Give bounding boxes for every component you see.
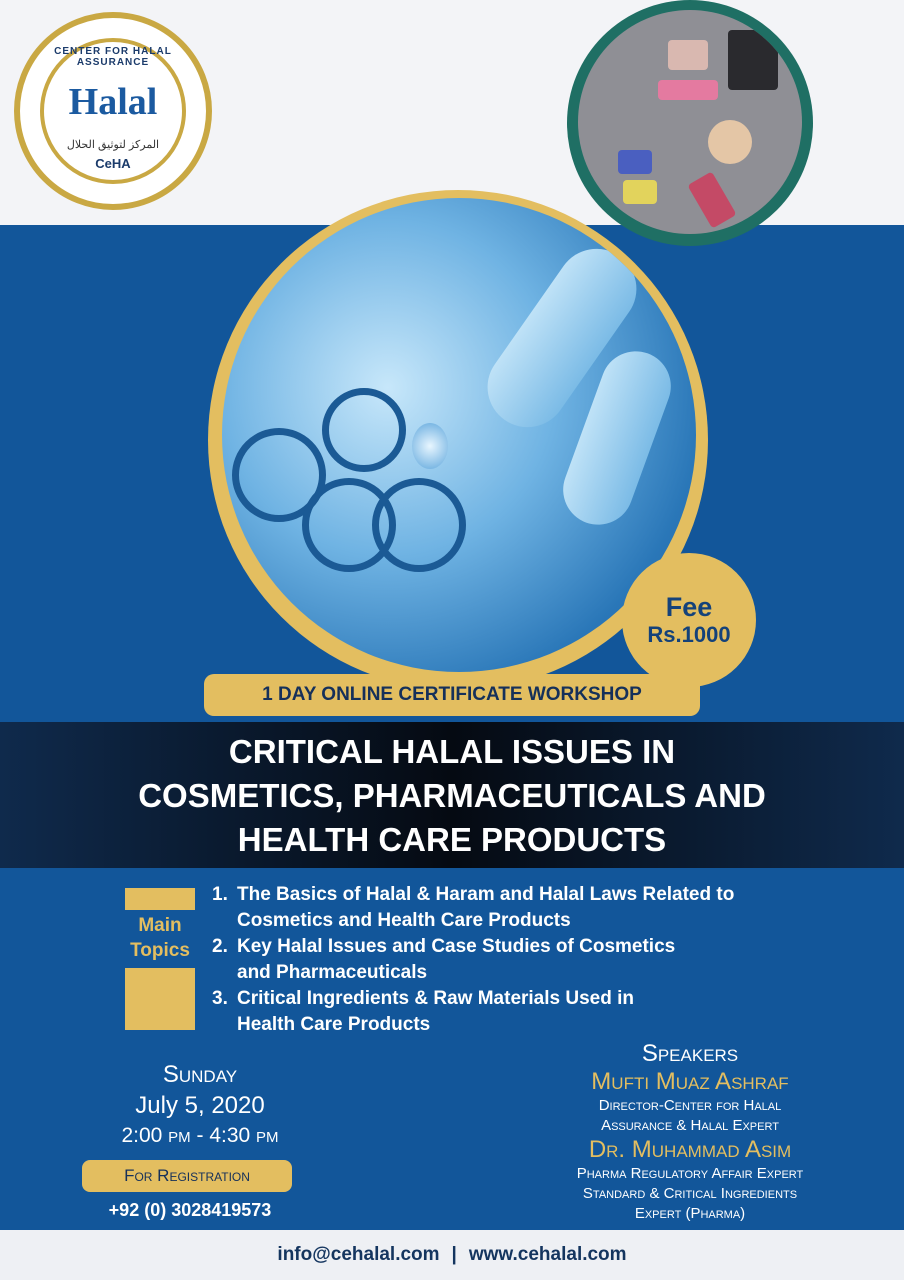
logo-abbr: CeHA — [95, 156, 131, 171]
lipstick-shape — [658, 80, 718, 100]
compact-shape — [728, 30, 778, 90]
powder-shape — [708, 120, 752, 164]
fee-label: Fee — [665, 592, 713, 622]
logo-arabic-text: المركز لتوثيق الحلال — [66, 139, 160, 151]
fee-amount: Rs.1000 — [647, 622, 731, 647]
topic-item — [212, 986, 852, 1038]
speakers-block — [520, 1040, 860, 1224]
speakers-title: Speakers — [641, 1040, 739, 1067]
speaker-role: Assurance & Halal Expert — [601, 1117, 779, 1134]
topics-accent-top — [125, 888, 195, 910]
topics-label-line: Main — [138, 915, 182, 936]
speaker-role: Director-Center for Halal — [598, 1097, 782, 1114]
title-line: HEALTH CARE PRODUCTS — [237, 821, 667, 858]
event-time: 2:00 pm - 4:30 pm — [121, 1124, 279, 1147]
topic-item — [212, 882, 852, 934]
topic-text-continued: Cosmetics and Health Care Products — [237, 910, 571, 931]
registration-badge: For Registration — [82, 1160, 292, 1192]
topic-text: Critical Ingredients & Raw Materials Used in — [237, 988, 634, 1009]
workshop-badge: 1 DAY ONLINE CERTIFICATE WORKSHOP — [204, 674, 700, 716]
footer-website-link[interactable]: www.cehalal.com — [468, 1244, 627, 1265]
speaker-role: Standard & Critical Ingredients — [582, 1185, 798, 1202]
topics-label — [118, 913, 202, 963]
logo-brand: Halal — [68, 81, 158, 123]
footer-email-link[interactable]: info@cehalal.com — [277, 1244, 440, 1265]
topic-item — [212, 934, 852, 986]
topics-accent-bottom — [125, 968, 195, 1030]
droplet-shape — [412, 423, 448, 469]
fee-badge — [622, 553, 756, 687]
topic-text-continued: and Pharmaceuticals — [237, 962, 428, 983]
speaker-role: Expert (Pharma) — [634, 1205, 746, 1222]
palette-shape — [623, 180, 657, 204]
topic-number: 1. — [212, 884, 228, 905]
speaker-name: Dr. Muhammad Asim — [588, 1136, 792, 1163]
palette-shape — [618, 150, 652, 174]
footer-separator: | — [451, 1244, 457, 1265]
topics-label-line: Topics — [130, 940, 190, 961]
registration-phone[interactable]: +92 (0) 3028419573 — [108, 1200, 272, 1220]
topic-number: 3. — [212, 988, 228, 1009]
speaker-role: Pharma Regulatory Affair Expert — [576, 1165, 804, 1182]
gloss-shape — [687, 171, 736, 228]
speaker-name: Mufti Muaz Ashraf — [591, 1068, 789, 1095]
topic-text: The Basics of Halal & Haram and Halal Laws Related to — [237, 884, 735, 905]
title-line: CRITICAL HALAL ISSUES IN — [228, 733, 676, 770]
palette-shape — [668, 40, 708, 70]
logo-ring-text: CENTER FOR HALAL ASSURANCE — [54, 46, 172, 68]
event-day: Sunday — [162, 1061, 238, 1088]
topic-text: Key Halal Issues and Case Studies of Cosmetics — [237, 936, 676, 957]
event-date: July 5, 2020 — [135, 1092, 265, 1119]
topics-list — [212, 882, 852, 1038]
topic-number: 2. — [212, 936, 228, 957]
event-title — [0, 730, 904, 862]
event-date-block — [60, 1060, 340, 1150]
ceha-logo — [14, 12, 212, 210]
ring-shape — [322, 388, 406, 472]
cosmetics-image — [578, 10, 802, 234]
topic-text-continued: Health Care Products — [237, 1014, 431, 1035]
footer — [0, 1230, 904, 1280]
title-line: COSMETICS, PHARMACEUTICALS AND — [138, 777, 766, 814]
ring-shape — [372, 478, 466, 572]
